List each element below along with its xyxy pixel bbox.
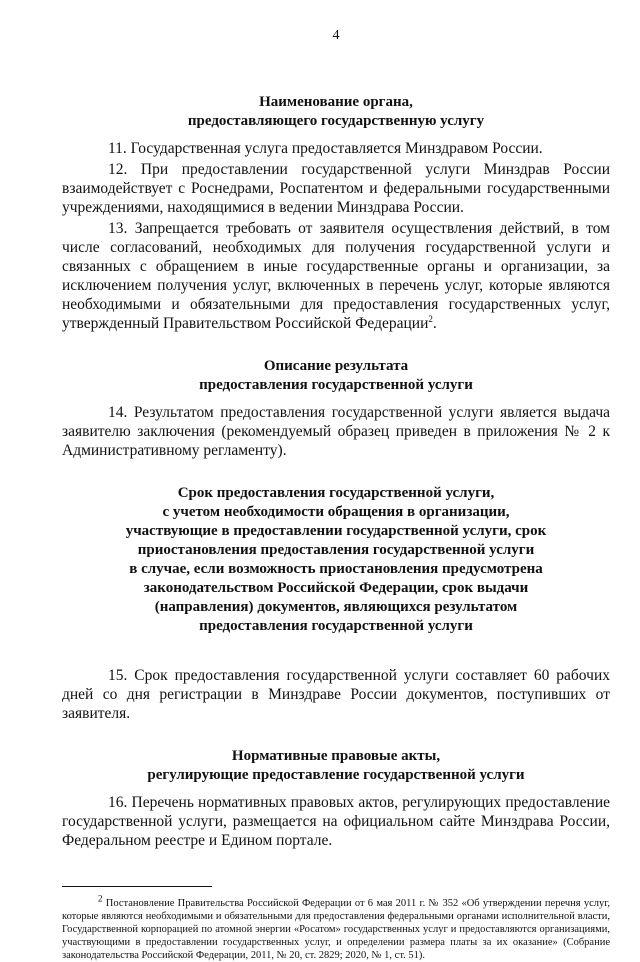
paragraph-16: 16. Перечень нормативных правовых актов, регулирующих предоставление государственной услуги, размещается на официальном сайте Минздрава России, Федеральном реестре и Едином портале. — [62, 794, 610, 849]
section-heading-term: Срок предоставления государственной услуги, с учетом необходимости обращения в организации, участвующие в предоставлении государственной услуги, срок приостановления предоставления государственной услуги в случае, если возможность приостановления предусмотрена законодательством Российской Федерации, срок выдачи (направления) документов, являющихся результатом предоставления государственной услуги — [125, 485, 547, 634]
paragraph-13: 13. Запрещается требовать от заявителя осуществления действий, в том числе согласований, необходимых для получения государственной услуги и связанных с обращением в иные государственные органы и организации, за исключением получения услуг, включенных в перечень услуг, которые являются необходимыми и обязательными для предоставления государственных услуг, утвержденный Правительством Российской Федерации$^2$. — [62, 220, 610, 332]
footnote-2: $^2$ Постановление Правительства Российской Федерации от 6 мая 2011 г. № 352 «Об утверждении перечня услуг, которые являются необходимыми и обязательными для предоставления федеральными органами исполнительной власти, Государственной корпорацией по атомной энергии «Росатом» государственных услуг и предоставляются организациями, участвующими в предоставлении государственных услуг, и определении размера платы за их оказание» (Собрание законодательства Российской Федерации, 2011, № 20, ст. 2829; 2020, № 1, ст. 51). — [62, 893, 610, 961]
paragraph-11: 11. Государственная услуга предоставляется Минздравом России. — [108, 140, 543, 157]
paragraph-15: 15. Срок предоставления государственной услуги составляет 60 рабочих дней со дня регистрации в Минздраве России документов, поступивших от заявителя. — [62, 667, 610, 722]
page-number: 4 — [332, 28, 340, 43]
footnote-reference: 2 — [428, 313, 433, 324]
footnote-divider — [62, 886, 212, 887]
paragraph-14: 14. Результатом предоставления государственной услуги является выдача заявителю заключения (рекомендуемый образец приведен в приложения № 2 к Административному регламенту). — [62, 404, 610, 459]
paragraph-12: 12. При предоставлении государственной услуги Минздрав России взаимодействует с Роснедрами, Роспатентом и федеральными государственными учреждениями, находящимися в ведении Минздрава России. — [62, 161, 610, 216]
section-heading-authority: Наименование органа, предоставляющего государственную услугу — [187, 94, 485, 129]
section-heading-legal-acts: Нормативные правовые акты, регулирующие предоставление государственной услуги — [147, 748, 525, 783]
section-heading-result: Описание результата предоставления государственной услуги — [199, 358, 473, 393]
